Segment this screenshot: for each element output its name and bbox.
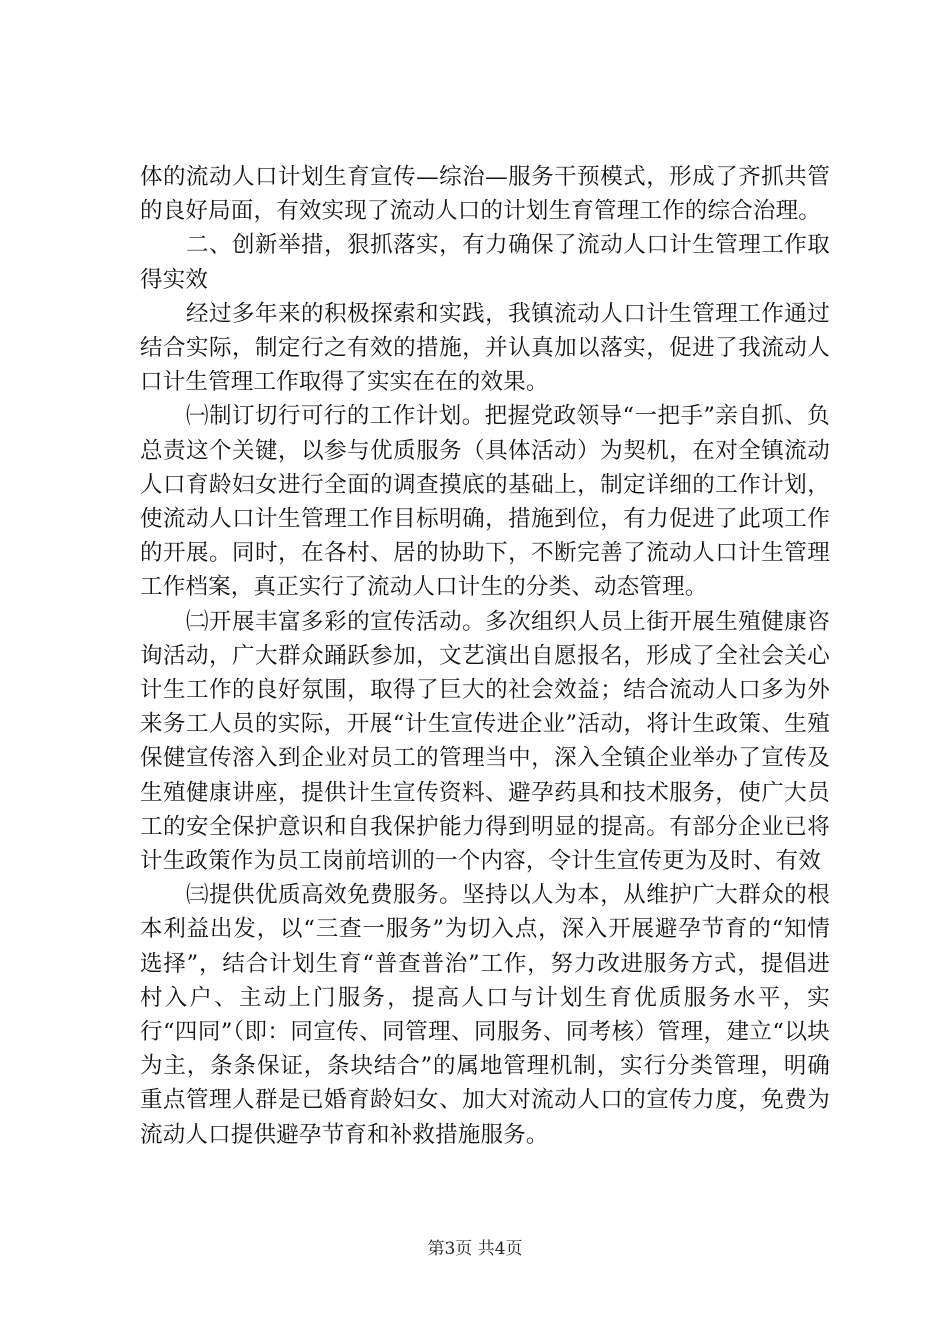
paragraph-item-3: ㈢提供优质高效免费服务。坚持以人为本，从维护广大群众的根本利益出发，以“三查一服务”为切入点，深入开展避孕节育的“知情选择”，结合计划生育“普查普治”工作，努力改进服务方式，提倡进村入户、主动上门服务，提高人口与计划生育优质服务水平，实行“四同”（即：同宣传、同管理、同服务、同考核）管理，建立“以块为主，条条保证，条块结合”的属地管理机制，实行分类管理，明确重点管理人群是已婚育龄妇女、加大对流动人口的宣传力度，免费为流动人口提供避孕节育和补救措施服务。 bbox=[140, 882, 830, 1148]
paragraph-item-2: ㈡开展丰富多彩的宣传活动。多次组织人员上街开展生殖健康咨询活动，广大群众踊跃参加，文艺演出自愿报名，形成了全社会关心计生工作的良好氛围，取得了巨大的社会效益；结合流动人口多为外来务工人员的实际，开展“计生宣传进企业”活动，将计生政策、生殖保健宣传溶入到企业对员工的管理当中，深入全镇企业举办了宣传及生殖健康讲座，提供计生宣传资料、避孕药具和技术服务，使广大员工的安全保护意识和自我保护能力得到明显的提高。有部分企业已将计生政策作为员工岗前培训的一个内容，令计生宣传更为及时、有效 bbox=[140, 608, 830, 875]
page-number-footer: 第3页 共4页 bbox=[427, 1239, 523, 1259]
paragraph-item-1: ㈠制订切行可行的工作计划。把握党政领导“一把手”亲自抓、负总责这个关键，以参与优质服务（具体活动）为契机，在对全镇流动人口育龄妇女进行全面的调查摸底的基础上，制定详细的工作计划，使流动人口计生管理工作目标明确，措施到位，有力促进了此项工作的开展。同时，在各村、居的协助下，不断完善了流动人口计生管理工作档案，真正实行了流动人口计生的分类、动态管理。 bbox=[140, 403, 830, 601]
paragraph-continuation: 体的流动人口计划生育宣传—综治—服务干预模式，形成了齐抓共管的良好局面，有效实现了流动人口的计划生育管理工作的综合治理。 bbox=[140, 164, 830, 225]
paragraph-intro: 经过多年来的积极探索和实践，我镇流动人口计生管理工作通过结合实际，制定行之有效的措施，并认真加以落实，促进了我流动人口计生管理工作取得了实实在在的效果。 bbox=[140, 300, 830, 396]
section-heading: 二、创新举措，狠抓落实，有力确保了流动人口计生管理工作取得实效 bbox=[140, 232, 830, 293]
document-body bbox=[140, 160, 830, 1152]
